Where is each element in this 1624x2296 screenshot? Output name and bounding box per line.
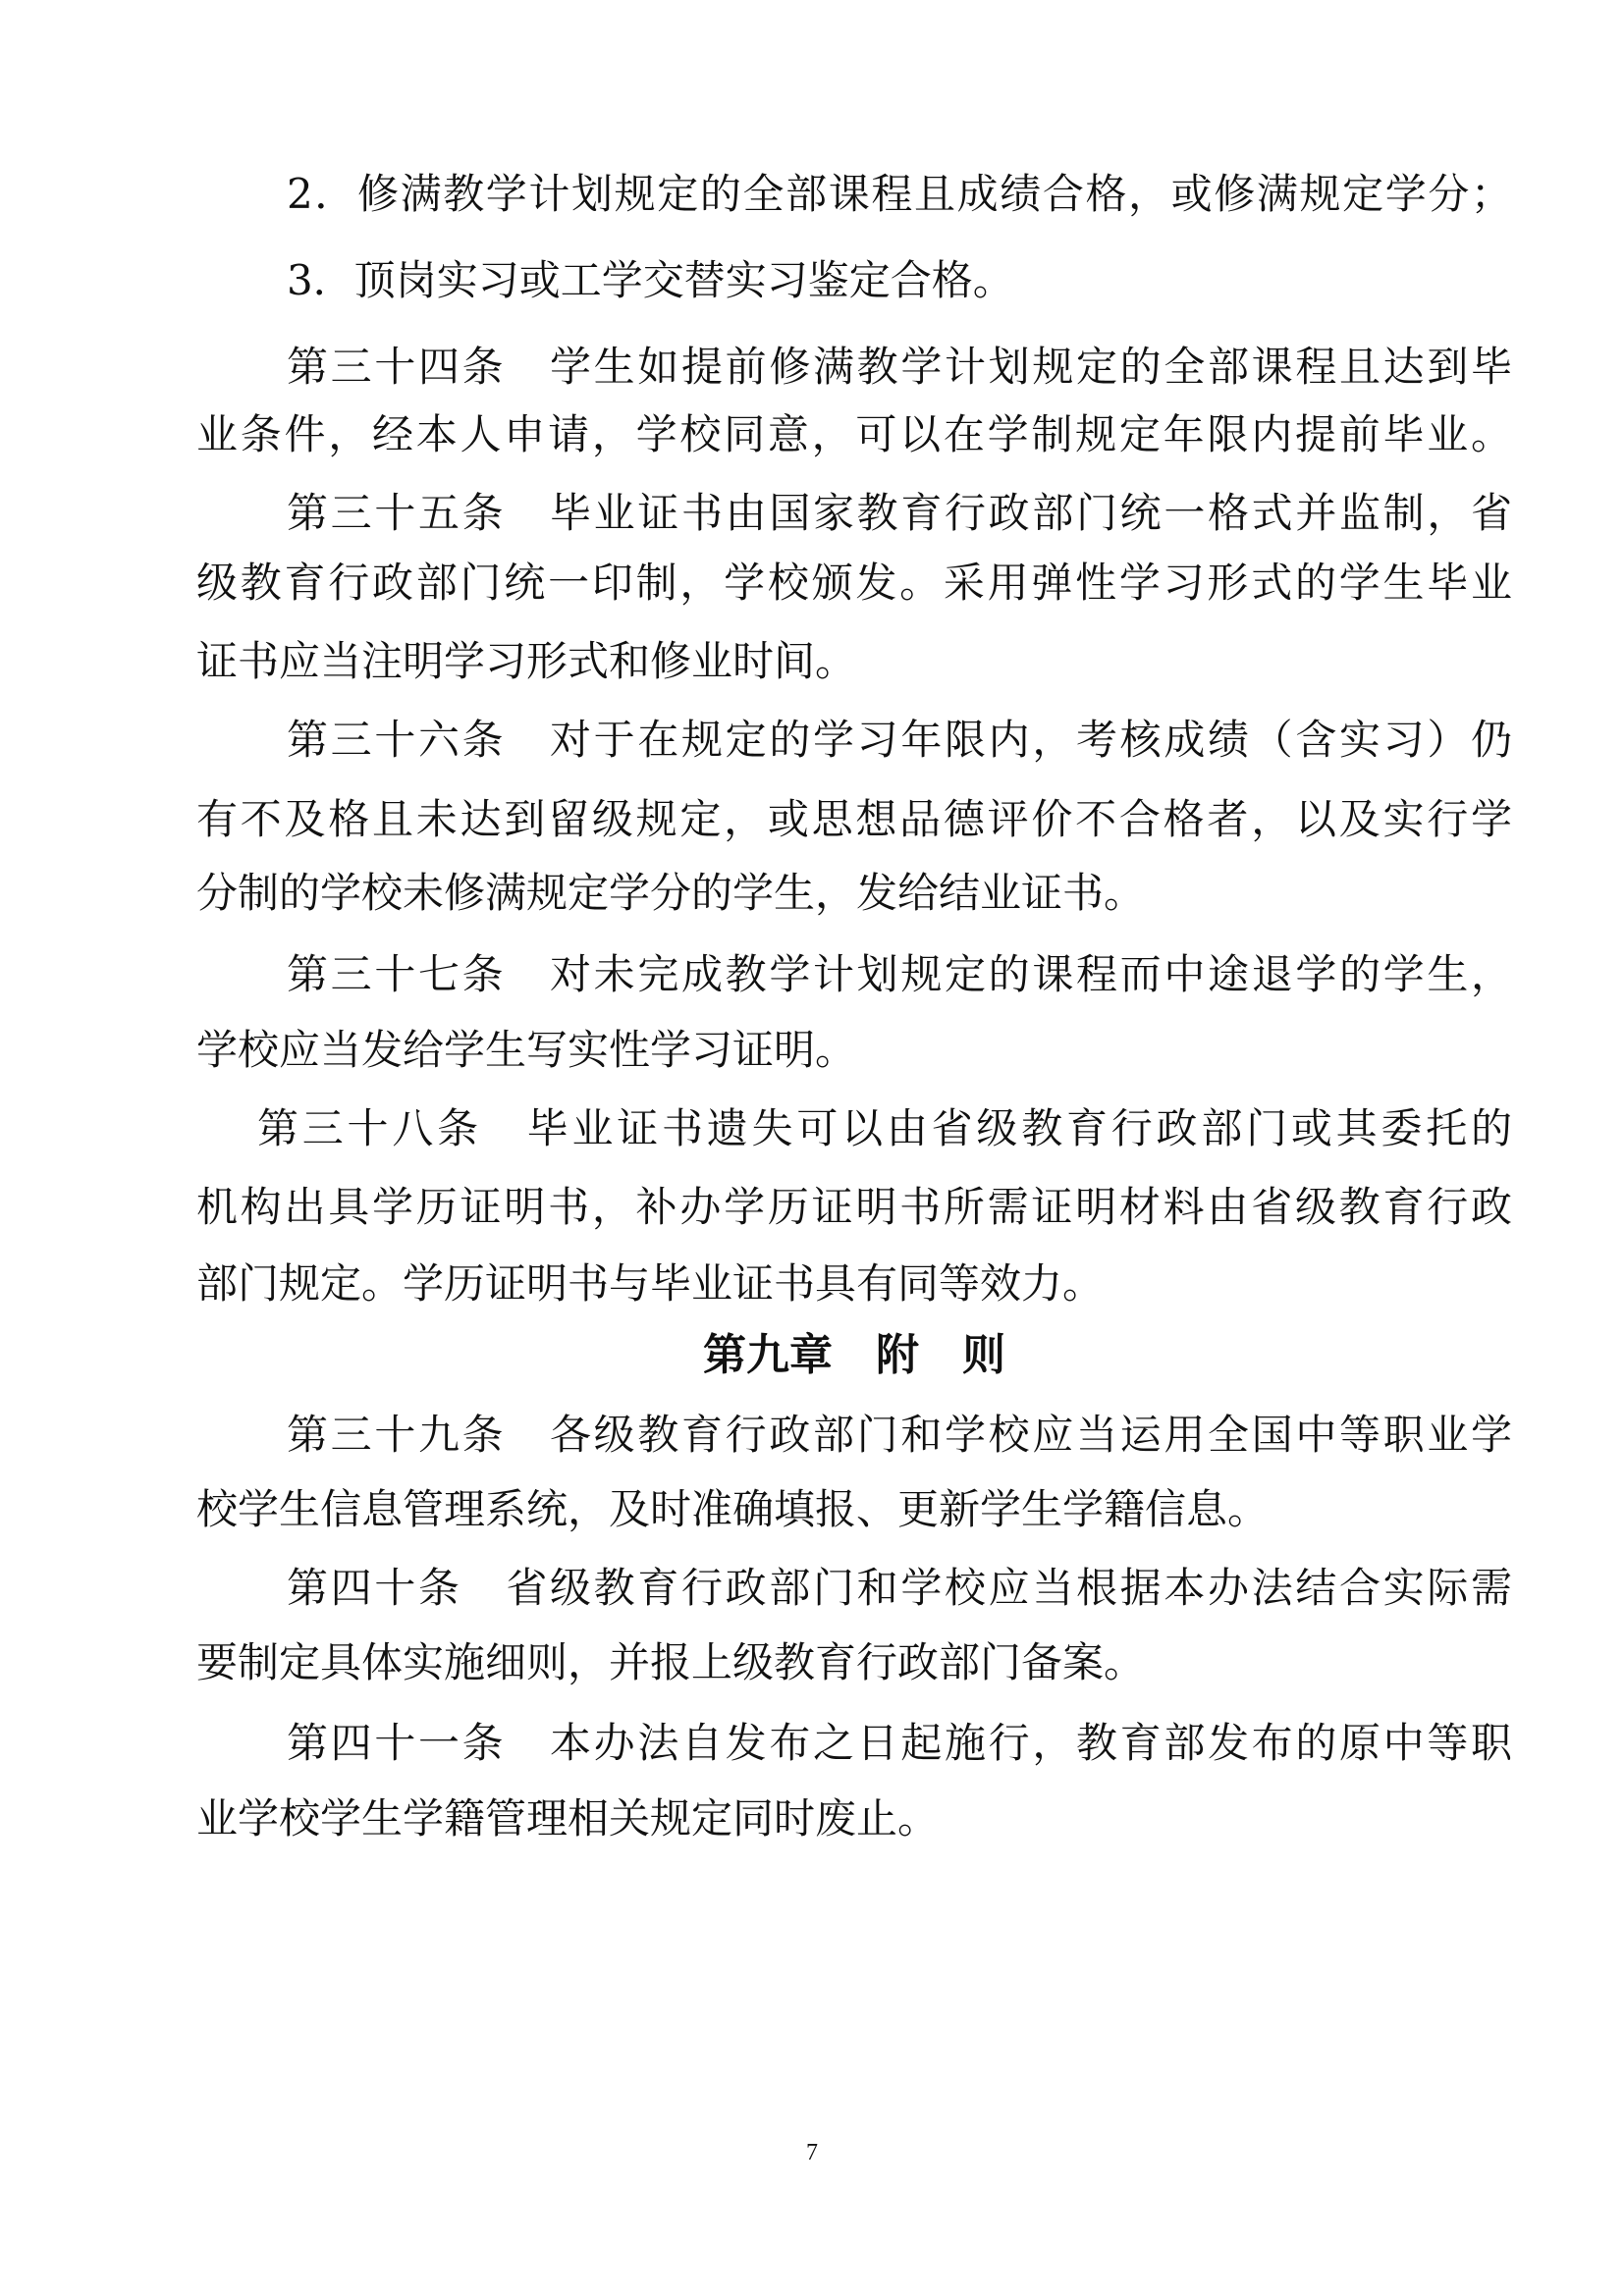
article-41-line: 第四十一条 本办法自发布之日起施行，教育部发布的原中等职 [287, 1719, 1512, 1767]
text-line: 有不及格且未达到留级规定，或思想品德评价不合格者，以及实行学 [196, 795, 1512, 843]
text-line: 分制的学校未修满规定学分的学生，发给结业证书。 [196, 869, 1146, 917]
article-35-line: 第三十五条 毕业证书由国家教育行政部门统一格式并监制，省 [287, 489, 1512, 537]
text-line: 证书应当注明学习形式和修业时间。 [196, 637, 857, 685]
text-line: 机构出具学历证明书，补办学历证明书所需证明材料由省级教育行政 [196, 1183, 1512, 1231]
article-36-line: 第三十六条 对于在规定的学习年限内，考核成绩（含实习）仍 [287, 716, 1512, 764]
text-line: 业学校学生学籍管理相关规定同时废止。 [196, 1794, 940, 1842]
text-line: 学校应当发给学生写实性学习证明。 [196, 1026, 857, 1074]
article-39-line: 第三十九条 各级教育行政部门和学校应当运用全国中等职业学 [287, 1411, 1512, 1459]
text-line: 3．顶岗实习或工学交替实习鉴定合格。 [287, 256, 1014, 304]
text-line: 级教育行政部门统一印制，学校颁发。采用弹性学习形式的学生毕业 [196, 559, 1512, 607]
page-number: 7 [806, 2140, 818, 2165]
chapter-heading: 第九章 附 则 [703, 1330, 1005, 1380]
text-line: 业条件，经本人申请，学校同意，可以在学制规定年限内提前毕业。 [196, 410, 1512, 458]
article-40-line: 第四十条 省级教育行政部门和学校应当根据本办法结合实际需 [287, 1564, 1512, 1612]
article-34-line: 第三十四条 学生如提前修满教学计划规定的全部课程且达到毕 [287, 343, 1512, 391]
article-37-line: 第三十七条 对未完成教学计划规定的课程而中途退学的学生， [287, 950, 1512, 998]
article-38-line: 第三十八条 毕业证书遗失可以由省级教育行政部门或其委托的 [257, 1104, 1512, 1152]
text-line: 部门规定。学历证明书与毕业证书具有同等效力。 [196, 1259, 1105, 1308]
text-line: 校学生信息管理系统，及时准确填报、更新学生学籍信息。 [196, 1485, 1270, 1533]
text-line: 2．修满教学计划规定的全部课程且成绩合格，或修满规定学分； [287, 170, 1512, 218]
text-line: 要制定具体实施细则，并报上级教育行政部门备案。 [196, 1638, 1146, 1686]
